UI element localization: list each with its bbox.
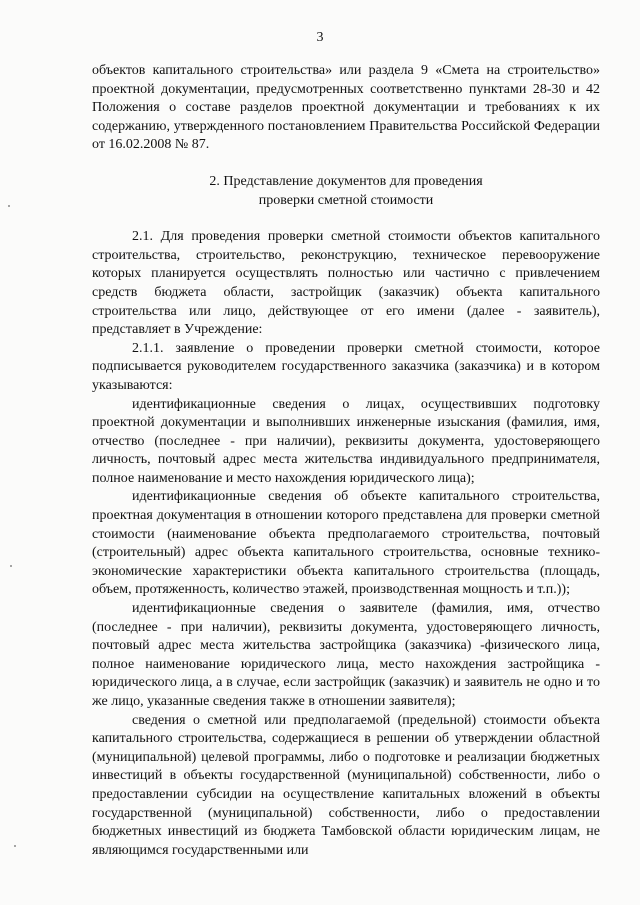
paragraph-continuation: объектов капитального строительства» или раздела 9 «Смета на строительство» проектной документации, предусмотренных соответственно пунктами 28-30 и 42 Положения о составе разделов проектной документации и требованиях к их содержанию, утвержденного постановлением Правительства Российской Федерации от 16.02.2008 № 87. — [92, 63, 600, 153]
paragraph-2-1-1: 2.1.1. заявление о проведении проверки сметной стоимости, которое подписывается руководителем государственного заказчика (заказчика) и в котором указываются: — [92, 340, 600, 393]
page-number: 3 — [316, 30, 324, 45]
section-heading-line-1: 2. Представление документов для проведения — [209, 173, 483, 189]
list-item-cost: сведения о сметной или предполагаемой (предельной) стоимости объекта капитального строительства, содержащиеся в решении об утверждении областной (муниципальной) целевой программы, либо о подготовке и реализации бюджетных инвестиций в объекты государственной (муниципальной) собственности, либо о предоставлении субсидии на осуществление капитальных вложений в объекты государственной (муниципальной) собственности, либо о предоставлении бюджетных инвестиций из бюджета Тамбовской области юридическим лицам, не являющимся государственными или — [92, 712, 600, 858]
section-heading — [92, 173, 600, 210]
list-item-object: идентификационные сведения об объекте капитального строительства, проектная документация в отношении которого представлена для проверки сметной стоимости (наименование объекта предполагаемого строительства, почтовый (строительный) адрес объекта капитального строительства, основные технико-экономические характеристики объекта капитального строительства (площадь, объем, протяженность, количество этажей, производственная мощность и т.п.)); — [92, 489, 600, 598]
scan-speck — [8, 205, 10, 207]
scan-speck — [10, 565, 12, 567]
scan-speck — [14, 845, 16, 847]
paragraph-2-1: 2.1. Для проведения проверки сметной стоимости объектов капитального строительства, строительство, реконструкцию, техническое перевооружение которых планируется осуществлять полностью или частично с привлечением средств бюджета области, застройщик (заказчик) объекта капитального строительства или лицо, действующее от его имени (далее - заявитель), представляет в Учреждение: — [92, 229, 600, 338]
list-item-applicant: идентификационные сведения о заявителе (фамилия, имя, отчество (последнее - при наличии), реквизиты документа, удостоверяющего личность, почтовый адрес места жительства застройщика (заказчика) -физического лица, полное наименование юридического лица, место нахождения застройщика - юридического лица, а в случае, если застройщик (заказчик) и заявитель не одно и то же лицо, указанные сведения также в отношении заявителя); — [92, 601, 600, 709]
list-item-designers: идентификационные сведения о лицах, осуществивших подготовку проектной документации и выполнивших инженерные изыскания (фамилия, имя, отчество (последнее - при наличии), реквизиты документа, удостоверяющего личность, почтовый адрес места жительства индивидуального предпринимателя, полное наименование и место нахождения юридического лица); — [92, 396, 600, 486]
document-body — [92, 62, 600, 860]
section-heading-line-2: проверки сметной стоимости — [258, 192, 434, 208]
